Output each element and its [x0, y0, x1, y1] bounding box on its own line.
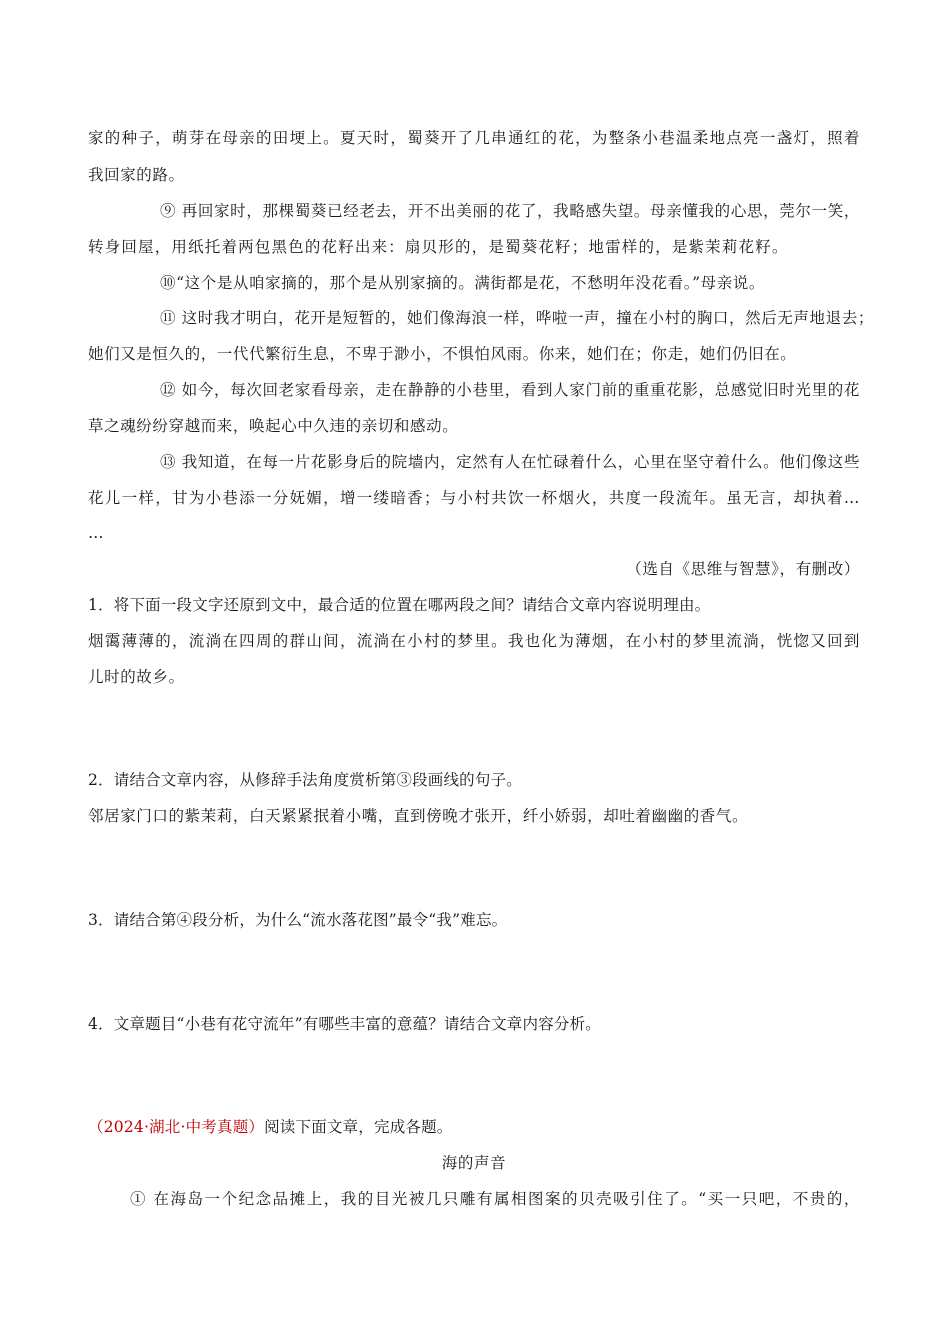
- source-tag: （2024·湖北·中考真题）: [88, 1118, 265, 1136]
- article-source: （选自《思维与智慧》，有删改）: [626, 560, 860, 578]
- question-4-prompt: 4．文章题目“小巷有花守流年”有哪些丰富的意蕴？请结合文章内容分析。: [88, 1015, 602, 1033]
- paragraph-8-line-2: 我回家的路。: [88, 166, 185, 184]
- article-title: 海的声音: [441, 1154, 507, 1172]
- paragraph-9-line-2: 转身回屋，用纸托着两包黑色的花籽出来：扇贝形的，是蜀葵花籽；地雷样的，是紫茉莉花籽。: [88, 238, 788, 256]
- paragraph-10: ⑩“这个是从咱家摘的，那个是从别家摘的。满街都是花，不愁明年没花看。”母亲说。: [160, 274, 766, 292]
- question-1-prompt: 1．将下面一段文字还原到文中，最合适的位置在哪两段之间？请结合文章内容说明理由。: [88, 596, 711, 614]
- question-1-text-line-2: 儿时的故乡。: [88, 668, 185, 686]
- question-2-prompt: 2．请结合文章内容，从修辞手法角度赏析第③段画线的句子。: [88, 771, 522, 789]
- question-2-text: 邻居家门口的紫茉莉，白天紧紧抿着小嘴，直到傍晚才张开，纤小娇弱，却吐着幽幽的香气。: [88, 807, 749, 825]
- paragraph-12-line-2: 草之魂纷纷穿越而来，唤起心中久违的亲切和感动。: [88, 417, 459, 435]
- paragraph-13-line-1: ⑬ 我知道，在每一片花影身后的院墙内，定然有人在忙碌着什么，心里在坚守着什么。他们像这些: [160, 453, 860, 471]
- question-1-text-line-1: 烟霭薄薄的，流淌在四周的群山间，流淌在小村的梦里。我也化为薄烟，在小村的梦里流淌，恍惚又回到: [88, 632, 860, 650]
- paragraph-8-line-1: 家的种子，萌芽在母亲的田埂上。夏天时，蜀葵开了几串通红的花，为整条小巷温柔地点亮一盏灯，照着: [88, 129, 860, 147]
- paragraph-9-line-1: ⑨ 再回家时，那棵蜀葵已经老去，开不出美丽的花了，我略感失望。母亲懂我的心思，莞尔一笑，: [160, 202, 860, 220]
- paragraph-12-line-1: ⑫ 如今，每次回老家看母亲，走在静静的小巷里，看到人家门前的重重花影，总感觉旧时光里的花: [160, 381, 860, 399]
- paragraph-11-line-1: ⑪ 这时我才明白，花开是短暂的，她们像海浪一样，哗啦一声，撞在小村的胸口，然后无声地退去；: [160, 309, 874, 327]
- paragraph-13-line-3: …: [88, 524, 105, 542]
- paragraph-13-line-2: 花儿一样，甘为小巷添一分妩媚，增一缕暗香；与小村共饮一杯烟火，共度一段流年。虽无言，却执着…: [88, 489, 860, 507]
- next-paragraph-1-line-1: ① 在海岛一个纪念品摊上，我的目光被几只雕有属相图案的贝壳吸引住了。“买一只吧，不贵的，: [130, 1190, 860, 1208]
- instruction: 阅读下面文章，完成各题。: [264, 1118, 453, 1136]
- paragraph-11-line-2: 她们又是恒久的，一代代繁衍生息，不卑于渺小，不惧怕风雨。你来，她们在；你走，她们仍旧在。: [88, 345, 797, 363]
- next-section-header: [88, 1117, 860, 1137]
- question-3-prompt: 3．请结合第④段分析，为什么“流水落花图”最令“我”难忘。: [88, 911, 508, 929]
